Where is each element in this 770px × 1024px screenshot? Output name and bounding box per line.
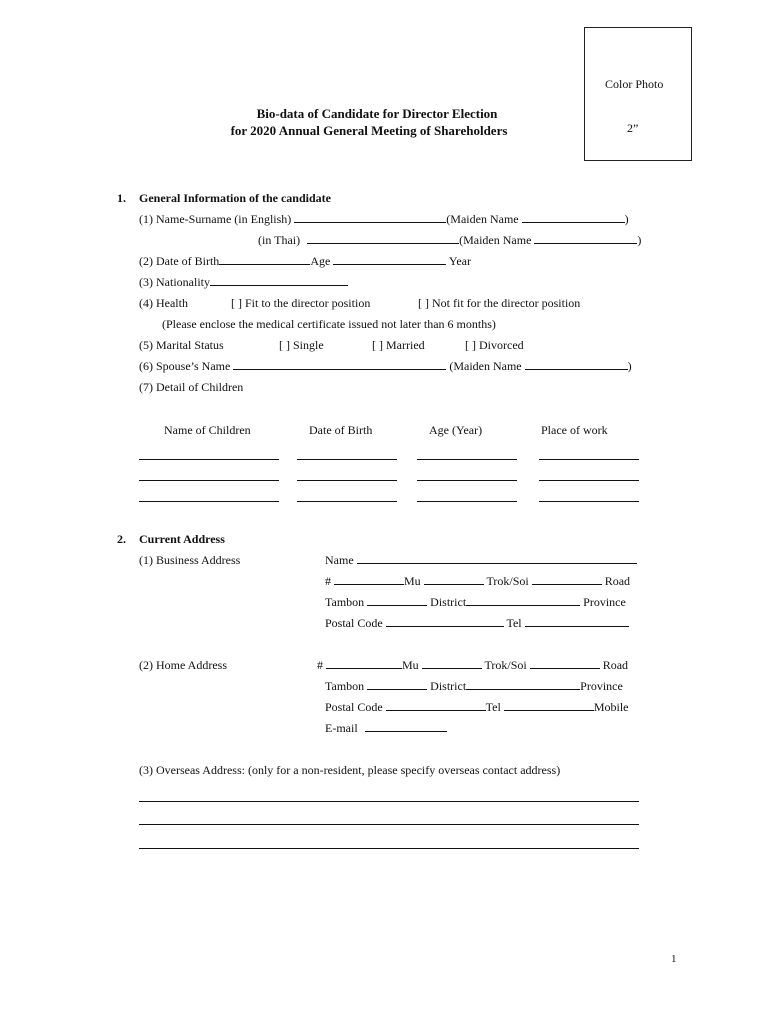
- health-label: (4) Health: [139, 296, 188, 310]
- business-tambon-label: Tambon: [325, 595, 365, 609]
- health-note: (Please enclose the medical certificate issued not later than 6 months): [162, 317, 496, 331]
- married-checkbox[interactable]: [ ] Married: [372, 338, 425, 352]
- overseas-line-2[interactable]: [139, 824, 639, 825]
- close-paren: ): [637, 233, 642, 247]
- section2-number: 2.: [117, 532, 126, 546]
- nationality-row: [139, 275, 348, 290]
- section1-number: 1.: [117, 191, 126, 205]
- overseas-address-label: (3) Overseas Address: (only for a non-resident, please specify overseas contact address): [139, 763, 561, 777]
- name-english-field[interactable]: [294, 212, 446, 223]
- photo-box: [584, 27, 692, 161]
- divorced-checkbox[interactable]: [ ] Divorced: [465, 338, 524, 352]
- business-district-field[interactable]: [466, 595, 580, 606]
- business-name-row: [325, 553, 637, 568]
- home-street-row: [317, 658, 628, 673]
- business-troksoi-label: Trok/Soi: [486, 574, 529, 588]
- child2-dob-field[interactable]: [297, 480, 397, 481]
- close-paren: ): [624, 212, 629, 226]
- nationality-field[interactable]: [210, 275, 348, 286]
- home-house-no-field[interactable]: [326, 658, 402, 669]
- business-road-label: Road: [604, 574, 631, 588]
- name-thai-row: [258, 233, 641, 248]
- home-phone-row: [325, 700, 629, 715]
- business-mu-label: Mu: [404, 574, 421, 588]
- age-field[interactable]: [333, 254, 446, 265]
- spouse-row: [139, 359, 632, 374]
- maiden-name-label: (Maiden Name: [449, 359, 522, 373]
- maiden-name-thai-field[interactable]: [534, 233, 637, 244]
- section2-heading: Current Address: [139, 532, 225, 546]
- home-district-field[interactable]: [466, 679, 580, 690]
- child3-name-field[interactable]: [139, 501, 279, 502]
- col-name-of-children: Name of Children: [164, 423, 251, 437]
- dob-label: (2) Date of Birth: [139, 254, 220, 268]
- business-postal-row: [325, 616, 629, 631]
- home-house-no-label: #: [317, 658, 323, 672]
- name-thai-field[interactable]: [307, 233, 459, 244]
- nationality-label: (3) Nationality: [139, 275, 210, 289]
- dob-row: [139, 254, 471, 269]
- business-house-no-label: #: [325, 574, 331, 588]
- business-name-label: Name: [325, 553, 354, 567]
- home-area-row: [325, 679, 623, 694]
- business-tel-label: Tel: [506, 616, 522, 630]
- business-postal-field[interactable]: [386, 616, 504, 627]
- form-title-line2: for 2020 Annual General Meeting of Shareholders: [230, 123, 508, 138]
- home-mu-label: Mu: [402, 658, 419, 672]
- child2-work-field[interactable]: [539, 480, 639, 481]
- home-province-label: Province: [580, 679, 623, 693]
- photo-label: Color Photo: [605, 77, 664, 91]
- home-email-field[interactable]: [365, 721, 447, 732]
- business-mu-field[interactable]: [424, 574, 484, 585]
- col-date-of-birth: Date of Birth: [309, 423, 373, 437]
- home-postal-field[interactable]: [386, 700, 486, 711]
- home-tambon-field[interactable]: [367, 679, 427, 690]
- section1-heading: General Information of the candidate: [139, 191, 331, 205]
- col-place-of-work: Place of work: [541, 423, 608, 437]
- business-street-row: [325, 574, 630, 589]
- child3-work-field[interactable]: [539, 501, 639, 502]
- home-road-label: Road: [602, 658, 629, 672]
- home-email-row: [325, 721, 447, 736]
- photo-size: 2”: [627, 121, 639, 135]
- business-house-no-field[interactable]: [334, 574, 404, 585]
- overseas-line-3[interactable]: [139, 848, 639, 849]
- year-label: Year: [448, 254, 471, 268]
- fit-checkbox[interactable]: [ ] Fit to the director position: [231, 296, 371, 310]
- business-district-label: District: [430, 595, 467, 609]
- home-mu-field[interactable]: [422, 658, 482, 669]
- close-paren: ): [627, 359, 632, 373]
- home-address-label: (2) Home Address: [139, 658, 227, 672]
- home-postal-label: Postal Code: [325, 700, 383, 714]
- home-troksoi-label: Trok/Soi: [484, 658, 527, 672]
- business-name-field[interactable]: [357, 553, 637, 564]
- name-english-row: [139, 212, 629, 227]
- child2-age-field[interactable]: [417, 480, 517, 481]
- child1-name-field[interactable]: [139, 459, 279, 460]
- not-fit-checkbox[interactable]: [ ] Not fit for the director position: [418, 296, 581, 310]
- dob-field[interactable]: [219, 254, 310, 265]
- page-number: 1: [671, 953, 677, 965]
- business-tel-field[interactable]: [525, 616, 629, 627]
- marital-label: (5) Marital Status: [139, 338, 224, 352]
- maiden-name-label: (Maiden Name: [459, 233, 532, 247]
- home-email-label: E-mail: [325, 721, 358, 735]
- business-postal-label: Postal Code: [325, 616, 383, 630]
- business-address-label: (1) Business Address: [139, 553, 241, 567]
- home-tel-field[interactable]: [504, 700, 594, 711]
- home-mobile-label: Mobile: [593, 700, 629, 714]
- home-troksoi-field[interactable]: [530, 658, 600, 669]
- maiden-name-label: (Maiden Name: [446, 212, 519, 226]
- children-label: (7) Detail of Children: [139, 380, 244, 394]
- business-tambon-field[interactable]: [367, 595, 427, 606]
- child2-name-field[interactable]: [139, 480, 279, 481]
- business-troksoi-field[interactable]: [532, 574, 602, 585]
- spouse-label: (6) Spouse’s Name: [139, 359, 231, 373]
- form-title-line1: Bio-data of Candidate for Director Election: [256, 106, 498, 121]
- home-district-label: District: [430, 679, 467, 693]
- business-area-row: [325, 595, 626, 610]
- home-tel-label: Tel: [485, 700, 501, 714]
- col-age-year: Age (Year): [429, 423, 483, 437]
- home-tambon-label: Tambon: [325, 679, 365, 693]
- spouse-maiden-name-field[interactable]: [525, 359, 628, 370]
- name-thai-label: (in Thai): [258, 233, 301, 247]
- child3-dob-field[interactable]: [297, 501, 397, 502]
- name-english-label: (1) Name-Surname (in English): [139, 212, 292, 226]
- business-province-label: Province: [583, 595, 626, 609]
- child1-age-field[interactable]: [417, 459, 517, 460]
- maiden-name-english-field[interactable]: [522, 212, 625, 223]
- spouse-name-field[interactable]: [233, 359, 446, 370]
- age-label: Age: [310, 254, 331, 268]
- child3-age-field[interactable]: [417, 501, 517, 502]
- single-checkbox[interactable]: [ ] Single: [279, 338, 324, 352]
- child1-work-field[interactable]: [539, 459, 639, 460]
- overseas-line-1[interactable]: [139, 801, 639, 802]
- child1-dob-field[interactable]: [297, 459, 397, 460]
